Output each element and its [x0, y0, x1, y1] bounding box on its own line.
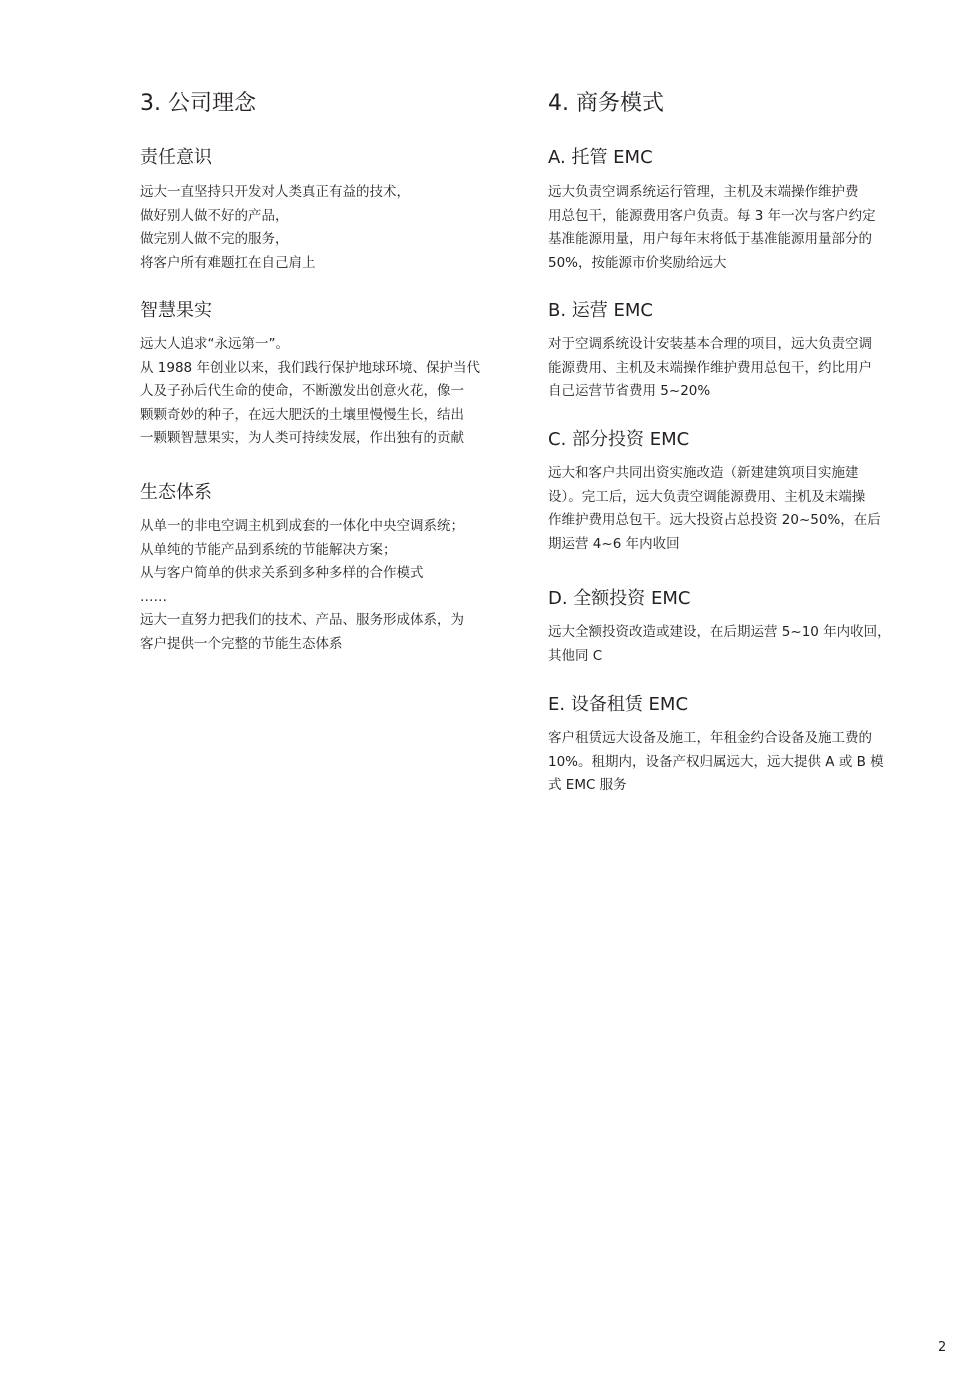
- text-line: 远大人追求“永远第一”。: [140, 336, 289, 352]
- paragraph-model-d: [548, 621, 920, 668]
- text-line: 基准能源用量，用户每年末将低于基准能源用量部分的: [548, 231, 872, 247]
- text-line: 从与客户简单的供求关系到多种多样的合作模式: [140, 565, 424, 581]
- page-number: 2: [938, 1340, 947, 1355]
- heading-ecosystem: 生态体系: [140, 482, 212, 503]
- text-line: 自己运营节省费用 5~20%: [548, 383, 711, 399]
- heading-model-b: B. 运营 EMC: [548, 300, 653, 321]
- paragraph-model-c: [548, 462, 920, 556]
- paragraph-model-e: [548, 727, 920, 798]
- text-line: 期运营 4~6 年内收回: [548, 535, 680, 552]
- text-line: 设）。完工后，远大负责空调能源费用、主机及末端操: [548, 488, 866, 505]
- text-line: 颗颗奇妙的种子，在远大肥沃的土壤里慢慢生长，结出: [140, 406, 464, 423]
- text-line: 做好别人做不好的产品，: [140, 207, 289, 224]
- text-line: 远大全额投资改造或建设，在后期运营 5~10 年内收回，: [548, 624, 891, 640]
- heading-model-a: A. 托管 EMC: [548, 147, 653, 168]
- text-line: 用总包干，能源费用客户负责。每 3 年一次与客户约定: [548, 207, 876, 224]
- text-line: 从 1988 年创业以来，我们践行保护地球环境、保护当代: [140, 359, 480, 376]
- text-line: 一颗颗智慧果实，为人类可持续发展，作出独有的贡献: [140, 430, 464, 446]
- heading-responsibility: 责任意识: [140, 147, 212, 168]
- heading-model-c: C. 部分投资 EMC: [548, 429, 690, 450]
- text-line: 人及子孙后代生命的使命，不断激发出创意火花，像一: [140, 383, 464, 399]
- paragraph-ecosystem: [140, 515, 512, 656]
- text-line: 做完别人做不完的服务，: [140, 231, 289, 247]
- text-line: 客户租赁远大设备及施工，年租金约合设备及施工费的: [548, 730, 872, 746]
- text-line: 客户提供一个完整的节能生态体系: [140, 635, 343, 652]
- text-line: 作维护费用总包干。远大投资占总投资 20~50%，在后: [548, 512, 881, 528]
- text-line: 其他同 C: [548, 647, 603, 664]
- section-title-company-philosophy: 3. 公司理念: [140, 91, 256, 116]
- paragraph-responsibility: [140, 181, 512, 275]
- text-line: 远大一直坚持只开发对人类真正有益的技术，: [140, 184, 410, 200]
- heading-wisdom-fruit: 智慧果实: [140, 300, 212, 321]
- text-line: 对于空调系统设计安装基本合理的项目，远大负责空调: [548, 336, 872, 352]
- text-line: 能源费用、主机及末端操作维护费用总包干，约比用户: [548, 359, 872, 376]
- text-line: 从单一的非电空调主机到成套的一体化中央空调系统；: [140, 518, 464, 534]
- paragraph-model-b: [548, 333, 920, 404]
- text-line: 10%。租期内，设备产权归属远大，远大提供 A 或 B 模: [548, 753, 884, 770]
- paragraph-model-a: [548, 181, 920, 275]
- section-title-business-model: 4. 商务模式: [548, 91, 664, 116]
- text-line: 50%，按能源市价奖励给远大: [548, 254, 727, 271]
- text-line: 将客户所有难题扛在自己肩上: [140, 254, 316, 271]
- heading-model-d: D. 全额投资 EMC: [548, 588, 691, 609]
- text-line: 远大和客户共同出资实施改造（新建建筑项目实施建: [548, 465, 859, 481]
- paragraph-wisdom-fruit: [140, 333, 512, 451]
- text-line: 从单纯的节能产品到系统的节能解决方案；: [140, 541, 397, 558]
- heading-model-e: E. 设备租赁 EMC: [548, 694, 689, 715]
- text-line: 式 EMC 服务: [548, 777, 627, 793]
- text-line: 远大负责空调系统运行管理，主机及末端操作维护费: [548, 184, 859, 200]
- text-line: ……: [140, 588, 167, 605]
- text-line: 远大一直努力把我们的技术、产品、服务形成体系，为: [140, 612, 464, 628]
